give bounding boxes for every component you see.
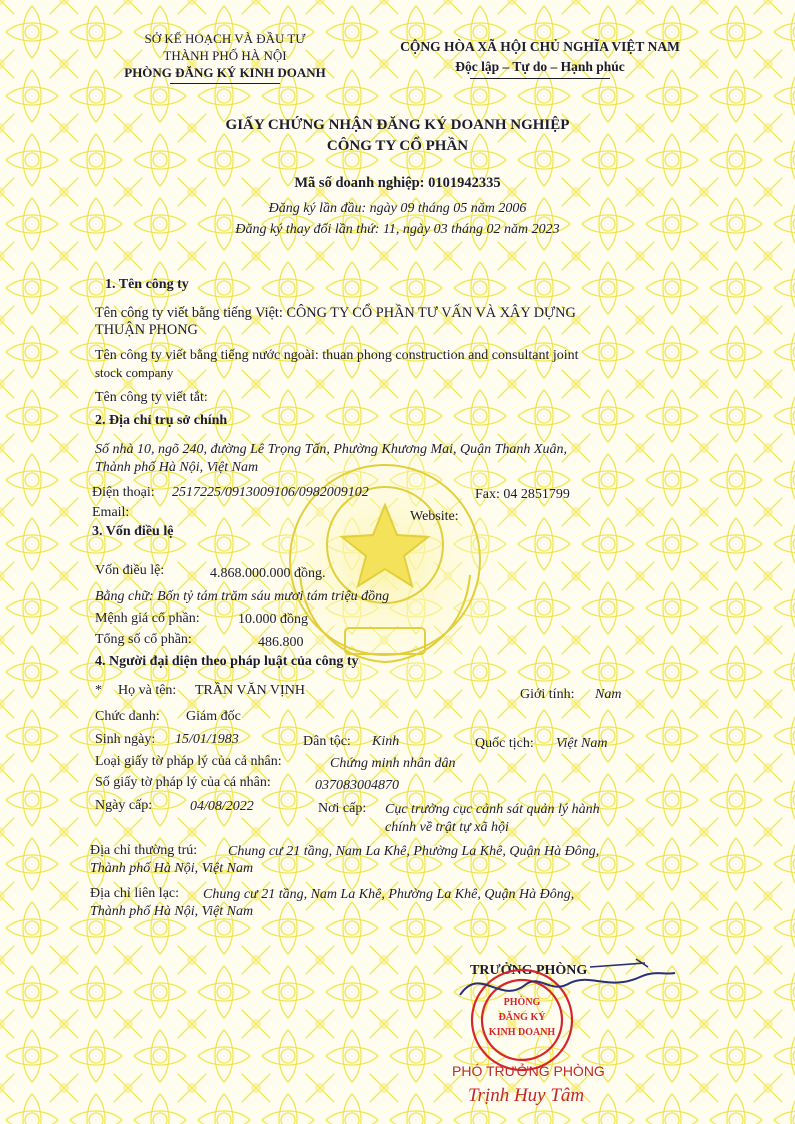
capital-label: Vốn điều lệ:	[95, 563, 165, 578]
short-name: Tên công ty viết tắt:	[95, 390, 208, 405]
issue-date-label: Ngày cấp:	[95, 798, 153, 813]
permanent-address-line-2: Thành phố Hà Nội, Việt Nam	[90, 861, 254, 876]
address-line-1: Số nhà 10, ngõ 240, đường Lê Trọng Tấn, Phường Khương Mai, Quận Thanh Xuân,	[95, 442, 567, 457]
first-registration-date: Đăng ký lần đầu: ngày 09 tháng 05 năm 2006	[268, 201, 527, 216]
enterprise-code: Mã số doanh nghiệp: 0101942335	[294, 175, 501, 191]
gender-value: Nam	[595, 687, 622, 702]
foreign-name-line-1: Tên công ty viết bằng tiếng nước ngoài: thuan phong construction and consultant joint	[95, 348, 579, 363]
id-number-value: 037083004870	[315, 778, 399, 793]
ethnic-label: Dân tộc:	[303, 734, 351, 749]
id-type-value: Chứng minh nhân dân	[330, 756, 456, 771]
header-left-line-1: SỞ KẾ HOẠCH VÀ ĐẦU TƯ	[144, 31, 306, 46]
rep-name-label: Họ và tên:	[118, 683, 177, 698]
issue-place-line-2: chính về trật tự xã hội	[385, 820, 509, 835]
fax: Fax: 04 2851799	[475, 487, 570, 502]
section-1-heading: 1. Tên công ty	[105, 277, 189, 292]
gender-label: Giới tính:	[520, 687, 575, 702]
dob-value: 15/01/1983	[175, 732, 239, 747]
header-right-line-1: CỘNG HÒA XÃ HỘI CHỦ NGHĨA VIỆT NAM	[400, 39, 680, 54]
header-right-underline	[470, 78, 610, 79]
contact-address-line-2: Thành phố Hà Nội, Việt Nam	[90, 904, 254, 919]
issue-place-label: Nơi cấp:	[318, 801, 367, 816]
change-registration-date: Đăng ký thay đổi lần thứ: 11, ngày 03 tháng 02 năm 2023	[235, 222, 560, 237]
nationality-label: Quốc tịch:	[475, 736, 534, 751]
phone-value: 2517225/0913009106/0982009102	[172, 485, 369, 500]
vietnamese-name-line-2: THUẬN PHONG	[95, 322, 198, 338]
handwritten-signature	[440, 955, 680, 1015]
issuing-department	[90, 30, 360, 81]
certificate-title: GIẤY CHỨNG NHẬN ĐĂNG KÝ DOANH NGHIỆP	[225, 117, 570, 133]
email-label: Email:	[92, 505, 130, 520]
contact-address-line-1: Chung cư 21 tầng, Nam La Khê, Phường La Khê, Quận Hà Đông,	[203, 887, 575, 902]
id-number-label: Số giấy tờ pháp lý của cá nhân:	[95, 775, 271, 790]
section-3-heading: 3. Vốn điều lệ	[92, 524, 174, 539]
header-right-line-2: Độc lập – Tự do – Hạnh phúc	[455, 59, 625, 74]
phone-label: Điện thoại:	[92, 485, 155, 500]
capital-in-words: Bằng chữ: Bốn tỷ tám trăm sáu mươi tám triệu đồng	[95, 589, 390, 604]
stamp-line-1: PHÒNG	[503, 997, 541, 1008]
capital-value: 4.868.000.000 đồng.	[210, 566, 326, 581]
ethnic-value: Kinh	[372, 734, 400, 749]
deputy-head-title: PHÓ TRƯỞNG PHÒNG	[452, 1063, 605, 1079]
position-label: Chức danh:	[95, 709, 160, 724]
signer-name: Trịnh Huy Tâm	[468, 1085, 585, 1106]
vietnamese-name-line-1: Tên công ty viết bằng tiếng Việt: CÔNG TY CỔ PHẦN TƯ VẤN VÀ XÂY DỰNG	[95, 305, 576, 321]
id-type-label: Loại giấy tờ pháp lý của cá nhân:	[95, 754, 282, 769]
company-type: CÔNG TY CỔ PHẦN	[326, 138, 469, 154]
bullet: *	[95, 683, 102, 698]
par-value: 10.000 đồng	[238, 612, 308, 627]
header-left-underline	[170, 83, 280, 84]
address-line-2: Thành phố Hà Nội, Việt Nam	[95, 460, 259, 475]
stamp-line-2: ĐĂNG KÝ	[498, 1012, 546, 1023]
total-shares-label: Tổng số cổ phần:	[95, 632, 192, 647]
head-of-office-title: TRƯỞNG PHÒNG	[470, 963, 588, 978]
contact-address-label: Địa chỉ liên lạc:	[90, 886, 180, 901]
position-value: Giám đốc	[186, 709, 241, 724]
issue-date-value: 04/08/2022	[190, 799, 254, 814]
rep-name-value: TRẦN VĂN VỊNH	[195, 683, 305, 698]
section-4-heading: 4. Người đại diện theo pháp luật của công ty	[95, 654, 359, 669]
section-2-heading: 2. Địa chỉ trụ sở chính	[95, 413, 228, 428]
header-left-line-2: THÀNH PHỐ HÀ NỘI	[163, 48, 287, 63]
dob-label: Sinh ngày:	[95, 732, 156, 747]
stamp-line-3: KINH DOANH	[488, 1027, 556, 1038]
issue-place-line-1: Cục trưởng cục cảnh sát quản lý hành	[385, 802, 600, 817]
website-label: Website:	[410, 509, 459, 524]
nationality-value: Việt Nam	[556, 736, 608, 751]
foreign-name-line-2: stock company	[95, 365, 174, 380]
national-title	[370, 38, 710, 75]
header-left-line-3: PHÒNG ĐĂNG KÝ KINH DOANH	[124, 65, 326, 80]
total-shares: 486.800	[258, 635, 304, 650]
par-value-label: Mệnh giá cổ phần:	[95, 611, 200, 626]
permanent-address-label: Địa chỉ thường trú:	[90, 843, 198, 858]
permanent-address-line-1: Chung cư 21 tầng, Nam La Khê, Phường La Khê, Quận Hà Đông,	[228, 844, 600, 859]
